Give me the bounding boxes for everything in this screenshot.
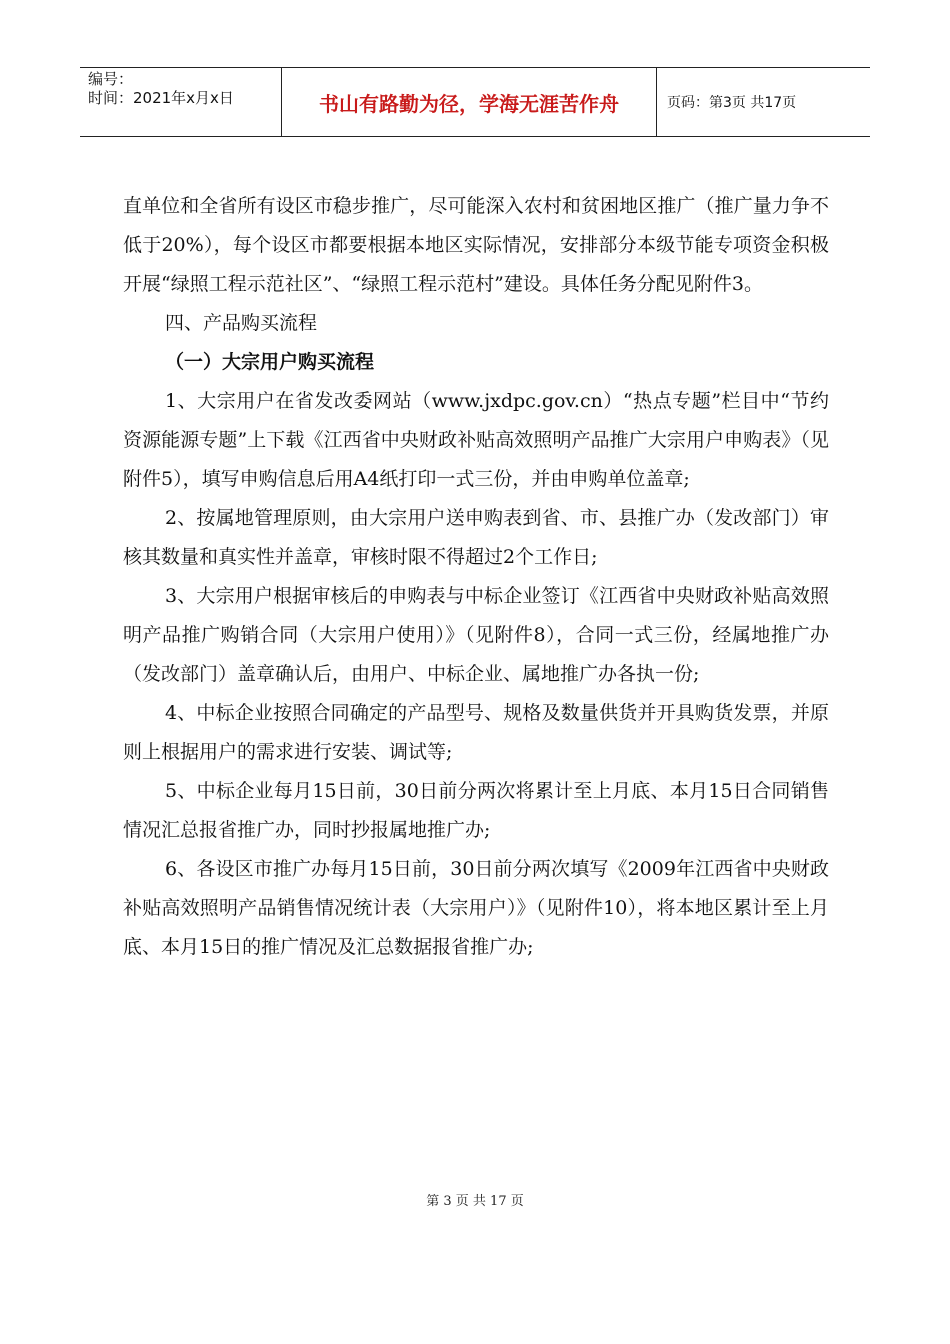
page-footer: 第 3 页 共 17 页: [426, 1194, 524, 1209]
page-header: [80, 67, 870, 137]
list-item: 4、中标企业按照合同确定的产品型号、规格及数量供货并开具购货发票，并原则上根据用户的需求进行安装、调试等;: [123, 702, 829, 763]
list-item: 1、大宗用户在省发改委网站（www.jxdpc.gov.cn）“热点专题”栏目中“节约资源能源专题”上下载《江西省中央财政补贴高效照明产品推广大宗用户申购表》（见附件5），填写申购信息后用A4纸打印一式三份，并由申购单位盖章;: [123, 390, 829, 490]
header-info: [80, 68, 282, 136]
list-item: 3、大宗用户根据审核后的申购表与中标企业签订《江西省中央财政补贴高效照明产品推广购销合同（大宗用户使用）》（见附件8），合同一式三份，经属地推广办（发改部门）盖章确认后，由用户、中标企业、属地推广办各执一份;: [123, 585, 829, 685]
list-item: 5、中标企业每月15日前，30日前分两次将累计至上月底、本月15日合同销售情况汇总报省推广办，同时抄报属地推广办;: [123, 780, 829, 841]
section-heading: 四、产品购买流程: [165, 312, 318, 334]
document-number-label: 编号：: [88, 70, 134, 88]
document-body: [123, 187, 829, 967]
list-item: 6、各设区市推广办每月15日前，30日前分两次填写《2009年江西省中央财政补贴高效照明产品销售情况统计表（大宗用户）》（见附件10），将本地区累计至上月底、本月15日的推广情况及汇总数据报省推广办;: [123, 858, 829, 958]
paragraph-continuation: 直单位和全省所有设区市稳步推广，尽可能深入农村和贫困地区推广（推广量力争不低于20%），每个设区市都要根据本地区实际情况，安排部分本级节能专项资金积极开展“绿照工程示范社区”、“绿照工程示范村”建设。具体任务分配见附件3。: [123, 195, 829, 295]
header-motto: 书山有路勤为径，学海无涯苦作舟: [282, 68, 657, 136]
subsection-heading: （一）大宗用户购买流程: [165, 351, 375, 373]
header-page-number: 页码：第3页 共17页: [667, 95, 797, 111]
list-item: 2、按属地管理原则，由大宗用户送申购表到省、市、县推广办（发改部门）审核其数量和真实性并盖章，审核时限不得超过2个工作日;: [123, 507, 829, 568]
document-date-label: 时间：2021年x月x日: [88, 89, 234, 107]
